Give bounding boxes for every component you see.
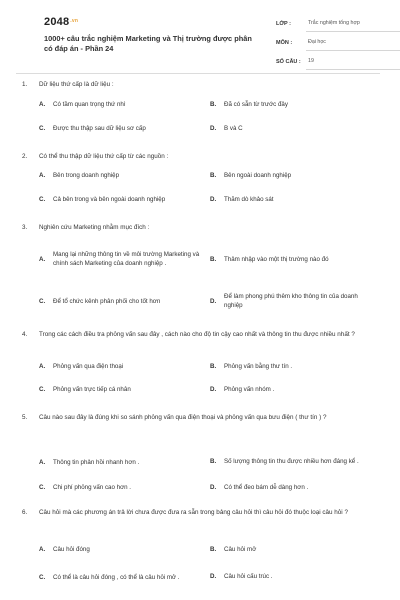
- option-text: Để làm phong phú thêm kho thông tin của doanh nghiệp: [224, 293, 358, 309]
- question-text: [22, 80, 378, 89]
- question-number: 2.: [22, 153, 28, 160]
- meta-row-subject: [276, 32, 400, 51]
- option-c[interactable]: [39, 386, 204, 395]
- question-1: [22, 80, 378, 140]
- option-b[interactable]: [210, 101, 375, 110]
- option-a[interactable]: [39, 101, 204, 110]
- question-text: [22, 330, 378, 339]
- option-letter: D.: [210, 125, 217, 132]
- option-letter: D.: [210, 196, 217, 203]
- option-d[interactable]: [210, 196, 375, 205]
- option-text: Mang lại những thông tin về môi trường Marketing và chính sách Marketing của doanh nghiệp .: [53, 251, 200, 267]
- option-text: Có tầm quan trọng thứ nhì: [53, 101, 126, 108]
- option-text: Thăm dò khảo sát: [224, 196, 274, 203]
- meta-label: LỚP :: [276, 21, 291, 28]
- meta-label: MÔN :: [276, 40, 293, 47]
- option-text: Chi phí phỏng vấn cao hơn .: [53, 484, 132, 491]
- question-6: [22, 508, 378, 600]
- option-letter: B.: [210, 363, 217, 370]
- question-3: [22, 223, 378, 323]
- option-text: Bên trong doanh nghiệp: [53, 172, 120, 179]
- option-text: Câu hỏi cấu trúc .: [224, 573, 273, 580]
- question-text: [22, 223, 378, 232]
- option-c[interactable]: [39, 484, 204, 493]
- option-text: Thông tin phản hồi nhanh hơn .: [53, 458, 140, 466]
- option-text: Phỏng vấn qua điện thoại: [53, 363, 124, 370]
- option-letter: A.: [39, 101, 46, 108]
- option-letter: B.: [210, 546, 217, 553]
- option-a[interactable]: [39, 172, 204, 181]
- question-body: Câu hỏi mà các phương án trả lời chưa được đưa ra sẵn trong bảng câu hỏi thì câu hỏi đó thuộc loại câu hỏi ?: [39, 509, 348, 516]
- option-letter: C.: [39, 573, 46, 581]
- document-meta: [276, 13, 400, 70]
- question-4: [22, 330, 378, 400]
- option-letter: D.: [210, 386, 217, 393]
- option-letter: B.: [210, 255, 217, 263]
- option-c[interactable]: [39, 196, 209, 205]
- option-b[interactable]: [210, 447, 370, 477]
- question-2: [22, 152, 378, 212]
- question-text: [22, 152, 378, 161]
- question-body: Trong các cách điều tra phỏng vấn sau đây , cách nào cho độ tin cậy cao nhất và thông tin thu được nhiều nhất ?: [39, 331, 355, 338]
- question-text: [22, 413, 378, 422]
- logo-tld-text: .vn: [70, 18, 79, 25]
- option-text: Được thu thập sau dữ liệu sơ cấp: [53, 125, 146, 132]
- question-5: [22, 413, 378, 503]
- option-d[interactable]: [210, 386, 375, 395]
- option-b[interactable]: [210, 245, 378, 275]
- option-d[interactable]: [210, 573, 375, 582]
- option-a[interactable]: [39, 245, 204, 275]
- option-b[interactable]: [210, 172, 375, 181]
- meta-value: Đại học: [306, 39, 400, 51]
- option-letter: C.: [39, 196, 46, 203]
- option-letter: B.: [210, 457, 217, 465]
- option-text: Đã có sẵn từ trước đây: [224, 101, 288, 108]
- option-d[interactable]: [210, 484, 375, 493]
- option-letter: A.: [39, 458, 46, 466]
- option-text: Để tổ chức kênh phân phối cho tốt hơn: [53, 297, 161, 305]
- option-letter: C.: [39, 386, 46, 393]
- question-number: 5.: [22, 414, 28, 421]
- option-letter: A.: [39, 172, 46, 179]
- option-letter: A.: [39, 255, 46, 263]
- option-letter: A.: [39, 546, 46, 553]
- option-text: Câu hỏi đóng: [53, 546, 90, 553]
- option-letter: C.: [39, 125, 46, 132]
- document-title: 1000+ câu trắc nghiệm Marketing và Thị trường được phân có đáp án - Phần 24: [44, 34, 252, 53]
- site-logo[interactable]: [44, 15, 78, 31]
- option-text: Phỏng vấn trực tiếp cá nhân: [53, 386, 131, 393]
- option-text: Thâm nhập vào một thị trường nào đó: [224, 255, 329, 263]
- option-d[interactable]: [210, 292, 375, 312]
- option-letter: D.: [210, 573, 217, 580]
- option-text: Bên ngoài doanh nghiệp: [224, 172, 292, 179]
- question-number: 1.: [22, 81, 28, 88]
- document-header: [22, 0, 374, 70]
- option-d[interactable]: [210, 125, 375, 134]
- option-text: Có thể đeo bám dễ dàng hơn .: [224, 484, 309, 491]
- question-body: Có thể thu thập dữ liệu thứ cấp từ các nguồn :: [39, 153, 169, 160]
- meta-row-count: [276, 51, 400, 70]
- meta-value: 19: [306, 58, 400, 70]
- option-text: Số lượng thông tin thu được nhiều hơn đáng kể .: [224, 457, 359, 465]
- option-b[interactable]: [210, 363, 375, 372]
- meta-label: SỐ CÂU :: [276, 59, 301, 66]
- option-letter: D.: [210, 484, 217, 491]
- option-a[interactable]: [39, 546, 204, 555]
- option-text: Phỏng vấn bằng thư tín .: [224, 363, 293, 370]
- option-c[interactable]: [39, 292, 204, 312]
- question-number: 4.: [22, 331, 28, 338]
- question-body: Nghiên cứu Marketing nhằm mục đích :: [39, 224, 150, 231]
- header-divider: [16, 73, 380, 74]
- meta-row-class: [276, 13, 400, 32]
- option-text: Câu hỏi mở: [224, 546, 257, 553]
- option-b[interactable]: [210, 546, 375, 555]
- question-body: Câu nào sau đây là đúng khi so sánh phỏng vấn qua điện thoại và phỏng vấn qua bưu điện ( thư tín ) ?: [39, 414, 327, 421]
- option-letter: D.: [210, 297, 217, 305]
- option-letter: B.: [210, 172, 217, 179]
- option-a[interactable]: [39, 453, 204, 473]
- option-text: Phỏng vấn nhóm .: [224, 386, 275, 393]
- option-c[interactable]: [39, 567, 189, 589]
- option-letter: C.: [39, 297, 46, 305]
- option-letter: C.: [39, 484, 46, 491]
- option-a[interactable]: [39, 363, 204, 372]
- question-number: 3.: [22, 224, 28, 231]
- option-text: Có thể là câu hỏi đóng , có thể là câu hỏi mở .: [53, 573, 180, 581]
- option-c[interactable]: [39, 125, 204, 134]
- option-text: Cả bên trong và bên ngoài doanh nghiệp: [53, 196, 166, 203]
- meta-value: Trắc nghiệm tổng hợp: [306, 20, 400, 32]
- option-letter: A.: [39, 363, 46, 370]
- logo-main-text: 2048: [44, 16, 70, 28]
- option-letter: B.: [210, 101, 217, 108]
- option-text: B và C: [224, 125, 243, 132]
- question-body: Dữ liệu thứ cấp là dữ liệu :: [39, 81, 114, 88]
- question-text: [22, 508, 378, 517]
- question-number: 6.: [22, 509, 28, 516]
